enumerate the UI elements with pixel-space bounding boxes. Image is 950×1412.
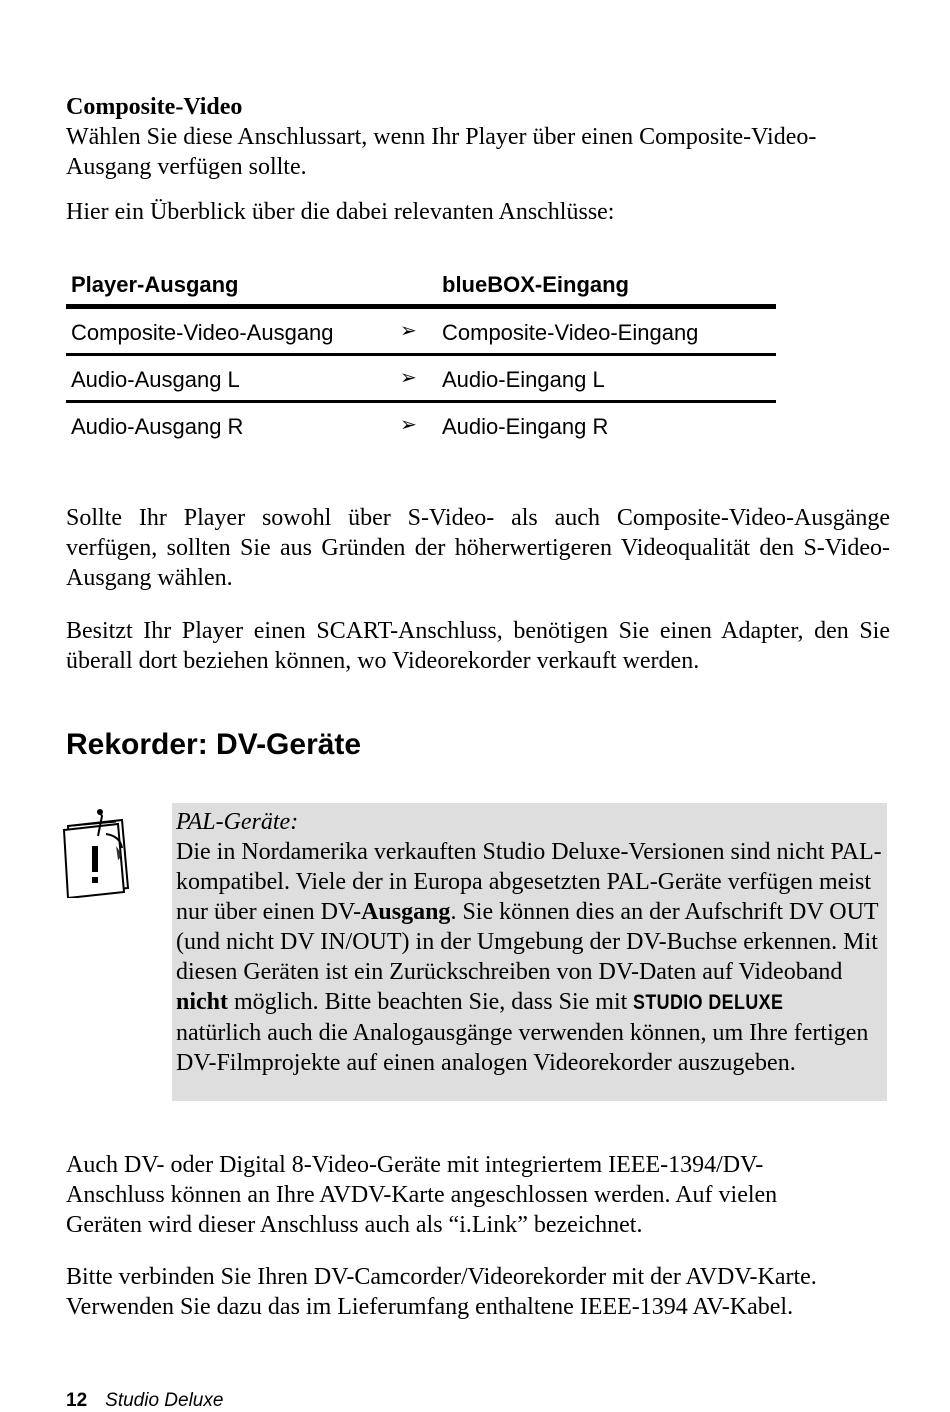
header-player-output: Player-Ausgang	[71, 272, 239, 297]
header-bluebox-input: blueBOX-Eingang	[442, 272, 629, 297]
note-text: Die in Nordamerika verkauften Studio Deluxe-Versionen sind nicht PAL-kompatibel. Viele der in Europa abgesetzten PAL-Geräte verfügen meist nur über einen DV-	[176, 839, 882, 925]
row-output: Audio-Ausgang R	[71, 414, 244, 439]
pal-devices-note	[172, 803, 887, 1101]
table-row	[66, 309, 776, 356]
scart-adapter-note: Besitzt Ihr Player einen SCART-Anschluss, benötigen Sie einen Adapter, den Sie überall dort beziehen können, wo Videorekorder verkauft werden.	[66, 618, 890, 674]
row-input: Audio-Eingang R	[442, 414, 609, 439]
table-row	[66, 403, 776, 447]
arrow-icon: ➢	[400, 367, 417, 389]
note-text: natürlich auch die Analogausgänge verwenden können, um Ihre fertigen DV-Filmprojekte auf einen analogen Videorekorder auszugeben.	[176, 1020, 869, 1076]
connect-camcorder-instruction: Bitte verbinden Sie Ihren DV-Camcorder/Videorekorder mit der AVDV-Karte. Verwenden Sie dazu das im Lieferumfang enthaltene IEEE-1394 AV-Kabel.	[66, 1264, 817, 1320]
note-title: PAL-Geräte:	[176, 809, 299, 835]
dv-devices-heading: Rekorder: DV-Geräte	[66, 728, 362, 761]
composite-video-section	[66, 92, 886, 182]
row-input: Composite-Video-Eingang	[442, 320, 699, 345]
note-emphasis-not: nicht	[176, 989, 229, 1015]
table-header	[66, 266, 776, 309]
ieee1394-info: Auch DV- oder Digital 8-Video-Geräte mit integriertem IEEE-1394/DV-Anschluss können an Ihre AVDV-Karte angeschlossen werden. Auf vielen Geräten wird dieser Anschluss auch als “i.Link” bezeichnet.	[66, 1152, 778, 1238]
connection-table	[66, 266, 776, 447]
studio-deluxe-brand: STUDIO DELUXE	[633, 991, 784, 1014]
table-row	[66, 356, 776, 403]
exclamation-note-icon	[58, 806, 136, 898]
note-text: möglich. Bitte beachten Sie, dass Sie mit	[228, 989, 634, 1015]
arrow-icon: ➢	[400, 414, 417, 436]
note-emphasis-output: Ausgang	[361, 899, 451, 925]
row-input: Audio-Eingang L	[442, 367, 605, 392]
note-text: . Sie können dies an der Aufschrift DV OUT (und nicht DV IN/OUT) in der Umgebung der DV-Buchse erkennen. Mit diesen Geräten ist ein Zurückschreiben von DV-Daten auf Videoband	[176, 899, 879, 985]
row-output: Composite-Video-Ausgang	[71, 320, 334, 345]
note-body	[176, 837, 883, 1078]
svideo-recommendation: Sollte Ihr Player sowohl über S-Video- als auch Composite-Video-Ausgänge verfügen, sollten Sie aus Gründen der höherwertigeren Videoqualität den S-Video-Ausgang wählen.	[66, 505, 890, 591]
page-number: 12	[66, 1390, 88, 1411]
arrow-icon: ➢	[400, 320, 417, 342]
composite-video-heading: Composite-Video	[66, 94, 243, 120]
row-output: Audio-Ausgang L	[71, 367, 240, 392]
footer-title: Studio Deluxe	[105, 1390, 224, 1411]
connections-intro: Hier ein Überblick über die dabei relevanten Anschlüsse:	[66, 199, 615, 225]
composite-video-description: Wählen Sie diese Anschlussart, wenn Ihr Player über einen Composite-Video-Ausgang verfügen sollte.	[66, 124, 817, 180]
